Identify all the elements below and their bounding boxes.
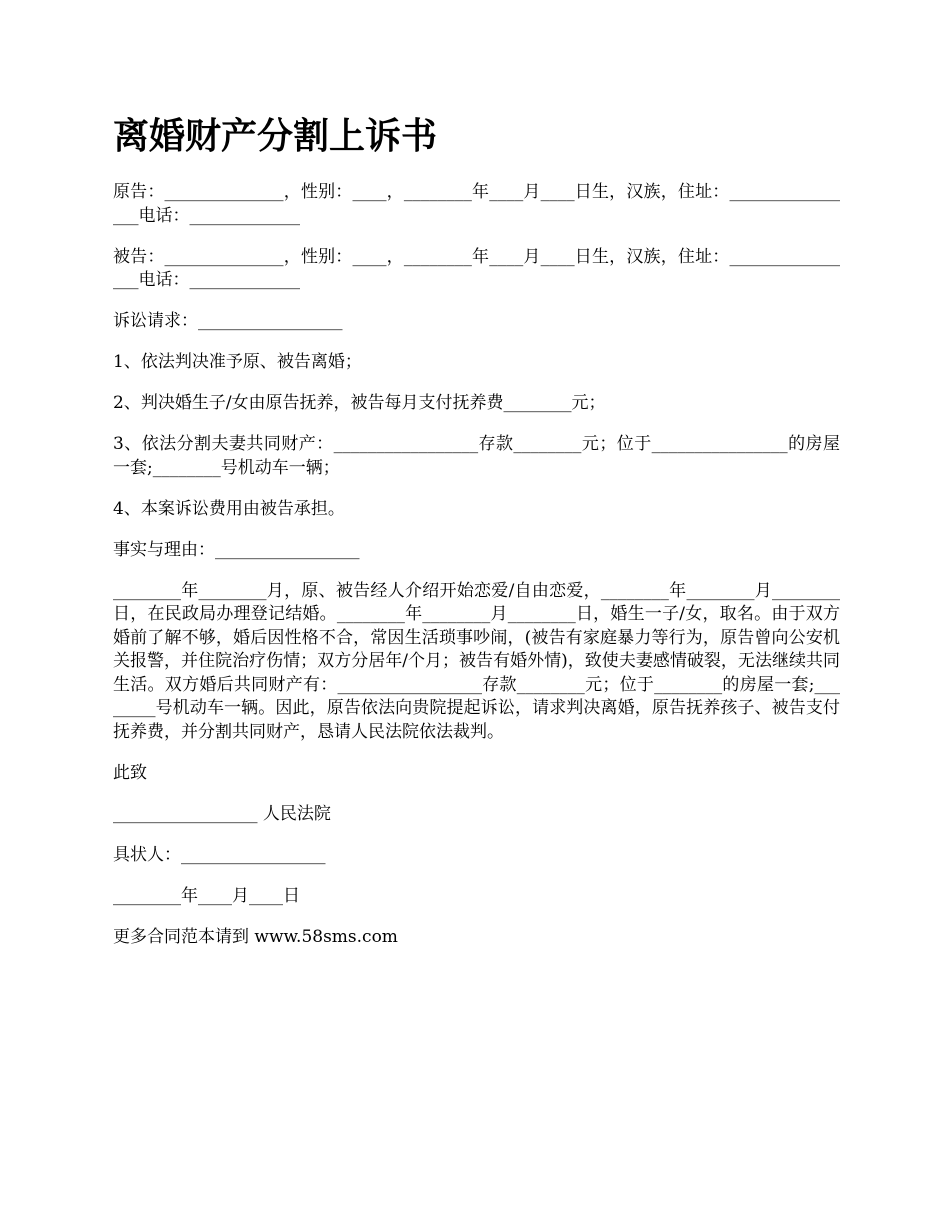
document-title: 离婚财产分割上诉书 [113,116,438,157]
facts-heading: 事实与理由：_________________ [113,539,360,560]
claim-item-3: 3、依法分割夫妻共同财产：_________________存款________元；位于________________的房屋一套;________号机动车一辆； [113,434,840,478]
claim-item-4: 4、本案诉讼费用由被告承担。 [113,498,345,519]
claim-item-1: 1、依法判决准予原、被告离婚； [113,352,362,372]
plaintiff-info: 原告：______________，性别：____，________年____月____日生，汉族，住址：________________电话：_____________ [113,182,840,226]
document-page [113,112,840,967]
defendant-info: 被告：______________，性别：____，________年____月____日生，汉族，住址：________________电话：_____________ [113,246,840,290]
footer-link-text: 更多合同范本请到 www.58sms.com [113,926,398,947]
date-line: ________年____月____日 [113,885,300,906]
claims-heading: 诉讼请求：_________________ [113,311,343,331]
salutation: 此致 [113,762,147,783]
claim-item-2: 2、判决婚生子/女由原告抚养，被告每月支付抚养费________元； [113,393,606,413]
signer-line: 具状人：_________________ [113,844,326,865]
court-line: _________________ 人民法院 [113,803,331,824]
facts-body: ________年________月，原、被告经人介绍开始恋爱/自由恋爱，________年________月________日，在民政局办理登记结婚。________年________月________日，婚生一子/女，取名。由于双方婚前了解不够，婚后因性格不合，常因生活琐事吵闹，(被告有家庭暴力等行为，原告曾向公安机关报警，并住院治疗伤情；双方分居年/个月；被告有婚外情)，致使夫妻感情破裂，无法继续共同生活。双方婚后共同财产有：_________________存款________元；位于________的房屋一套;________号机动车一辆。因此，原告依法向贵院提起诉讼，请求判决离婚，原告抚养孩子、被告支付抚养费，并分割共同财产，恳请人民法院依法裁判。 [113,580,840,742]
